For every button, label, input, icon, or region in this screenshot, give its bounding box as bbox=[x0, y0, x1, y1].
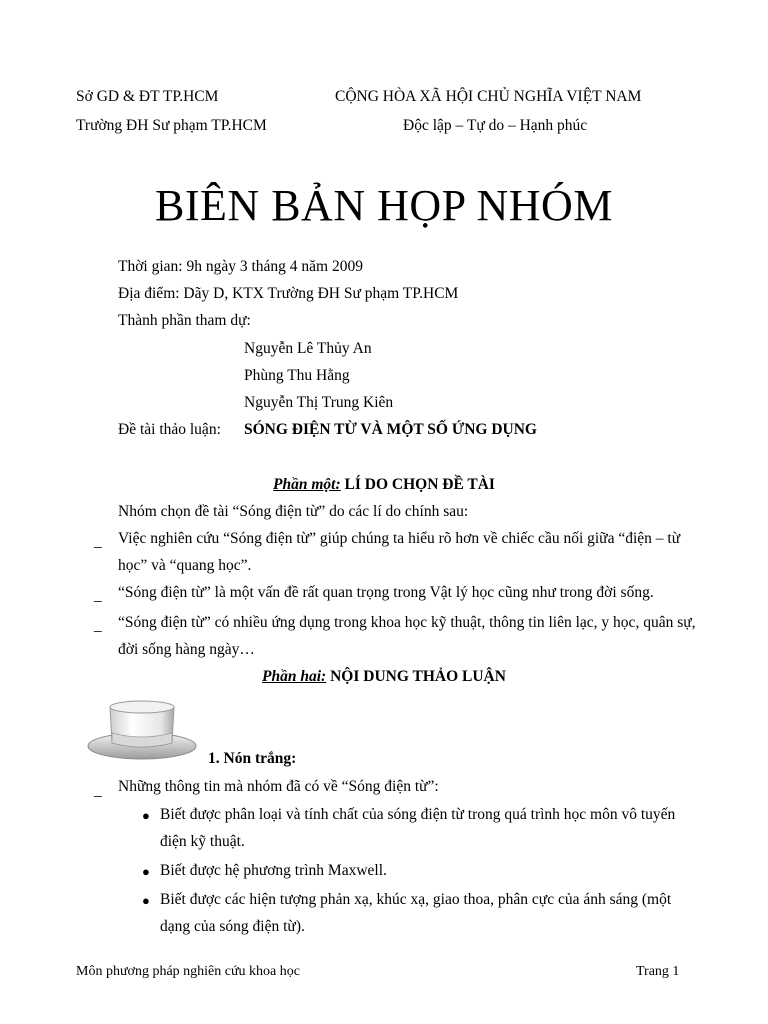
part1-heading bbox=[0, 476, 768, 494]
bullet-item-line: dạng của sóng điện từ). bbox=[160, 918, 305, 935]
footer-page-number: Trang 1 bbox=[636, 964, 680, 979]
footer-course: Môn phương pháp nghiên cứu khoa học bbox=[76, 964, 300, 979]
reason-item-line: Việc nghiên cứu “Sóng điện từ” giúp chúng ta hiểu rõ hơn về chiếc cầu nối giữa “điện – từ bbox=[118, 530, 681, 547]
part1-label: Phần một: bbox=[273, 476, 341, 493]
header-school: Trường ĐH Sư phạm TP.HCM bbox=[76, 117, 267, 134]
attendee-item: Phùng Thu Hằng bbox=[244, 367, 350, 384]
topic-value: SÓNG ĐIỆN TỪ VÀ MỘT SỐ ỨNG DỤNG bbox=[244, 421, 537, 438]
bullet-item-line: điện kỹ thuật. bbox=[160, 833, 245, 850]
meeting-place: Địa điểm: Dãy D, KTX Trường ĐH Sư phạm TP.HCM bbox=[118, 285, 459, 302]
white-hat-icon bbox=[86, 697, 198, 765]
bullet-marker: ● bbox=[142, 808, 150, 823]
dash-marker: _ bbox=[94, 782, 102, 799]
dash-marker: _ bbox=[94, 617, 102, 634]
header-motto: Độc lập – Tự do – Hạnh phúc bbox=[403, 117, 588, 134]
part2-label: Phần hai: bbox=[262, 668, 327, 685]
dash-marker: _ bbox=[94, 587, 102, 604]
part1-intro: Nhóm chọn đề tài “Sóng điện từ” do các lí do chính sau: bbox=[118, 503, 469, 520]
bullet-item-line: Biết được phân loại và tính chất của sóng điện từ trong quá trình học môn vô tuyến bbox=[160, 806, 676, 823]
header-nation: CỘNG HÒA XÃ HỘI CHỦ NGHĨA VIỆT NAM bbox=[335, 88, 642, 105]
dash-marker: _ bbox=[94, 533, 102, 550]
bullet-marker: ● bbox=[142, 893, 150, 908]
reason-item-line: học” và “quang học”. bbox=[118, 557, 252, 574]
part1-title: LÍ DO CHỌN ĐỀ TÀI bbox=[344, 476, 495, 493]
bullet-item-line: Biết được các hiện tượng phản xạ, khúc xạ, giao thoa, phân cực của ánh sáng (một bbox=[160, 891, 672, 908]
reason-item-line: đời sống hàng ngày… bbox=[118, 641, 255, 658]
meeting-time: Thời gian: 9h ngày 3 tháng 4 năm 2009 bbox=[118, 258, 363, 275]
section-white-hat-title: 1. Nón trắng: bbox=[208, 750, 297, 767]
attendee-item: Nguyễn Lê Thủy An bbox=[244, 340, 372, 357]
bullet-marker: ● bbox=[142, 864, 150, 879]
bullet-item-line: Biết được hệ phương trình Maxwell. bbox=[160, 862, 387, 879]
header-org: Sở GD & ĐT TP.HCM bbox=[76, 88, 219, 105]
reason-item-line: “Sóng điện từ” có nhiều ứng dụng trong khoa học kỹ thuật, thông tin liên lạc, y học, quân sự, bbox=[118, 614, 696, 631]
part2-title: NỘI DUNG THẢO LUẬN bbox=[330, 668, 506, 685]
reason-item-line: “Sóng điện từ” là một vấn đề rất quan trọng trong Vật lý học cũng như trong đời sống. bbox=[118, 584, 654, 601]
white-hat-intro: Những thông tin mà nhóm đã có về “Sóng điện từ”: bbox=[118, 778, 439, 795]
topic-label: Đề tài thảo luận: bbox=[118, 421, 221, 438]
attendees-label: Thành phần tham dự: bbox=[118, 312, 251, 329]
attendee-item: Nguyễn Thị Trung Kiên bbox=[244, 394, 394, 411]
document-title: BIÊN BẢN HỌP NHÓM bbox=[155, 181, 613, 230]
part2-heading bbox=[0, 668, 768, 686]
